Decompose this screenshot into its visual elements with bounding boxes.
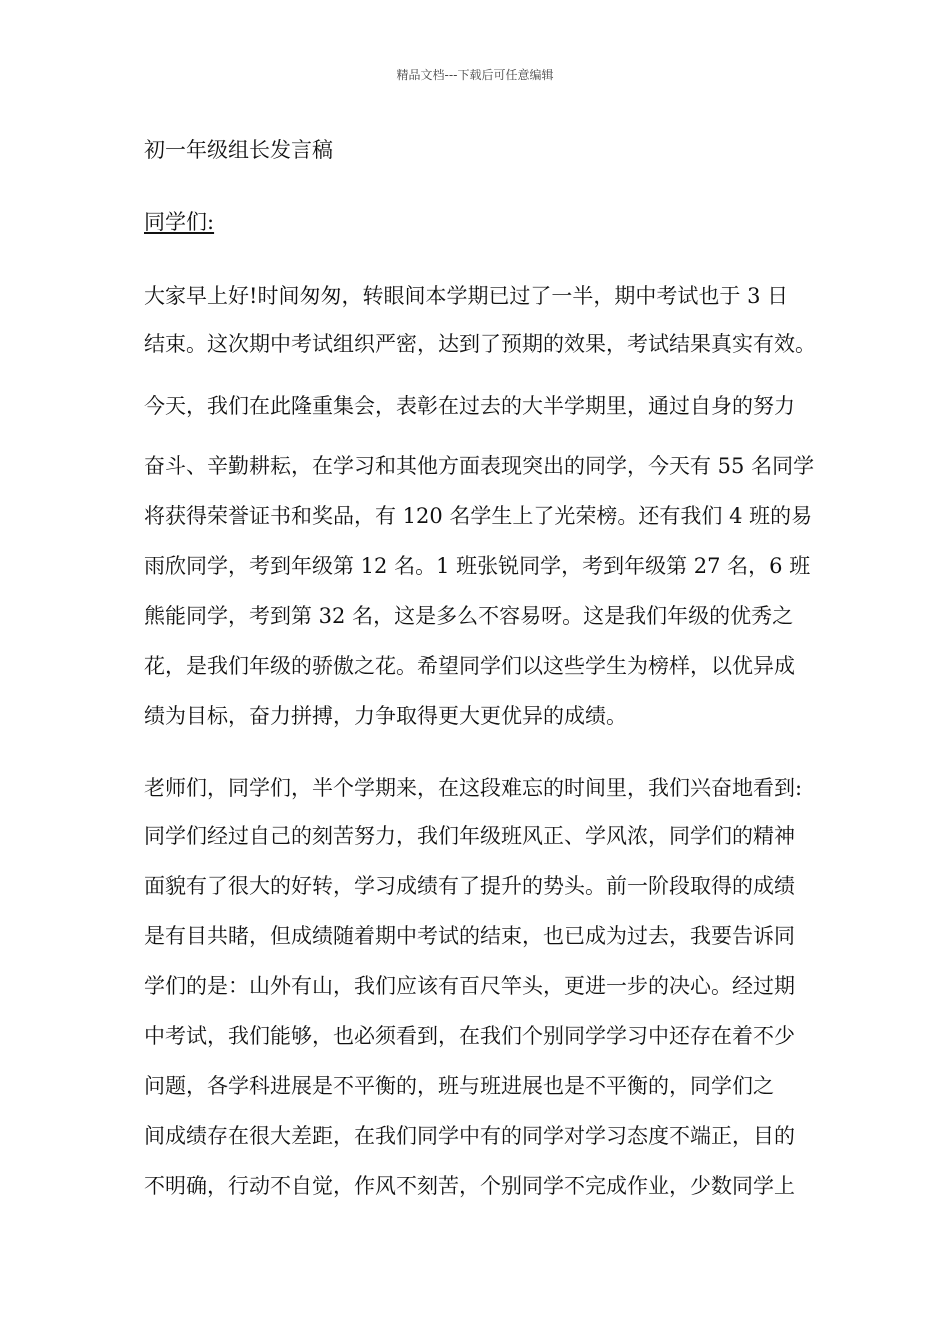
body-line: 熊能同学，考到第 32 名，这是多么不容易呀。这是我们年级的优秀之 (144, 604, 794, 628)
body-line: 大家早上好!时间匆匆，转眼间本学期已过了一半，期中考试也于 3 日 (144, 284, 789, 308)
body-line: 是有目共睹，但成绩随着期中考试的结束，也已成为过去，我要告诉同 (144, 924, 795, 948)
body-line: 花，是我们年级的骄傲之花。希望同学们以这些学生为榜样，以优异成 (144, 654, 795, 678)
body-line: 学们的是：山外有山，我们应该有百尺竿头，更进一步的决心。经过期 (144, 974, 795, 998)
body-line: 不明确，行动不自觉，作风不刻苦，个别同学不完成作业，少数同学上 (144, 1174, 795, 1198)
page-header: 精品文档---下载后可任意编辑 (396, 68, 554, 82)
salutation-text: 同学们: (144, 210, 215, 234)
body-line: 雨欣同学，考到年级第 12 名。1 班张锐同学，考到年级第 27 名，6 班 (144, 554, 811, 578)
body-line: 面貌有了很大的好转，学习成绩有了提升的势头。前一阶段取得的成绩 (144, 874, 795, 898)
body-line: 结束。这次期中考试组织严密，达到了预期的效果，考试结果真实有效。 (144, 332, 816, 356)
body-line: 间成绩存在很大差距，在我们同学中有的同学对学习态度不端正，目的 (144, 1124, 795, 1148)
body-line: 老师们，同学们，半个学期来，在这段难忘的时间里，我们兴奋地看到: (144, 776, 803, 800)
body-line: 奋斗、辛勤耕耘，在学习和其他方面表现突出的同学，今天有 55 名同学 (144, 454, 815, 478)
body-line: 问题，各学科进展是不平衡的，班与班进展也是不平衡的，同学们之 (144, 1074, 774, 1098)
body-line: 同学们经过自己的刻苦努力，我们年级班风正、学风浓，同学们的精神 (144, 824, 795, 848)
salutation (144, 208, 214, 236)
document-title: 初一年级组长发言稿 (144, 138, 333, 162)
body-line: 今天，我们在此隆重集会，表彰在过去的大半学期里，通过自身的努力 (144, 394, 795, 418)
body-line: 中考试，我们能够，也必须看到，在我们个别同学学习中还存在着不少 (144, 1024, 795, 1048)
body-line: 将获得荣誉证书和奖品，有 120 名学生上了光荣榜。还有我们 4 班的易 (144, 504, 813, 528)
body-line: 绩为目标，奋力拼搏，力争取得更大更优异的成绩。 (144, 704, 627, 728)
